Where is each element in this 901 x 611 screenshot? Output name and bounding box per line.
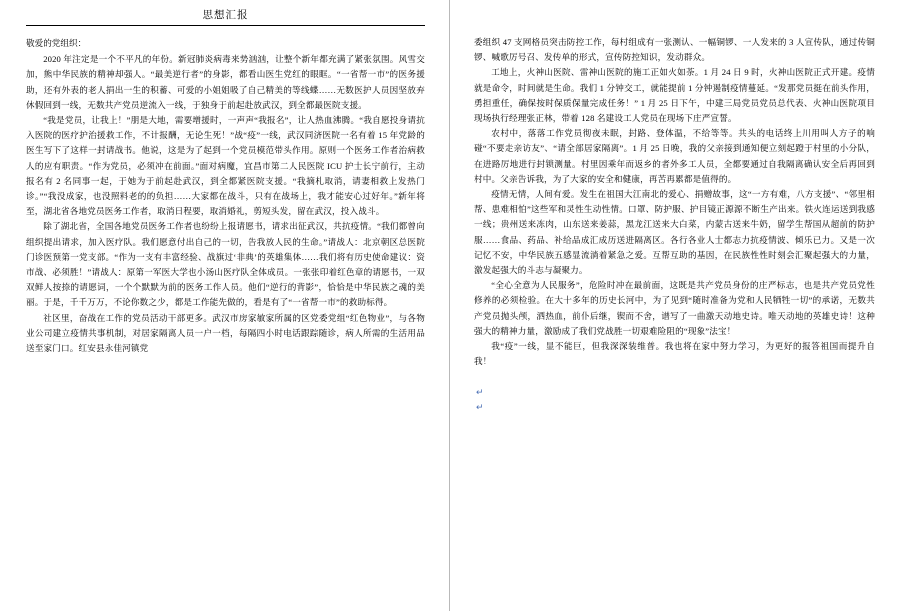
paragraph: 2020 年注定是一个不平凡的年份。新冠肺炎病毒来势汹汹，让整个新年都充满了紧张氛围。风雪交加，熊中华民族的精神却强人。“最美逆行者”的身影，都看山医生党红的眼眶。“一省帮一市”的医务援助，还有外表的老人捐出一生的积蓄、可爱的小姐姐吸了自己精美的等线蝶……无数医护人员因坚放弃休假回到一线，无数共产党员逆流入一线，于独身于前起赴放武汉，到全都最医院支援。 — [26, 54, 425, 110]
paragraph: 工地上，火神山医院、雷神山医院的施工正如火如荼。1 月 24 日 9 时，火神山医院正式开建。疫情就是命令，时间就是生命。我们 1 分钟交工，就能提前 1 分钟遏制疫情蔓延。“发那党员挺在前头作用，勇担重任，确保按时保质保量完成任务！” 1 月 25 日下午，中建三局党员党员总代表、火神山医院项目现场执行经理张正林，带着 128 名建设工人党员在现场下庄严宣誓。 — [474, 67, 875, 124]
blank-line — [474, 369, 875, 384]
paragraph: 社区里，奋战在工作的党员活动干部更多。武汉市房家敏家所属的区党委党组“红色物业”，与各物业公司建立疫情共事机制，对居家隔离人员一户一档，每隔四小时电话跟踪随诊，病人所需的生活用品送至家门口。红安县永佳河镇党 — [26, 312, 425, 354]
page-header-title: 思想汇报 — [202, 10, 249, 21]
paragraph: 除了湖北省，全国各地党员医务工作者也纷纷上报请愿书，请求出征武汉，共抗疫情。“我们都曾向组织提出请求，加入医疗队。我们愿意付出自己的一切，告我放人民的生命。”请战人：北京朝区总医院门诊医预第一党支部。“作为一支有丰富经验、战旗过‘非典’的英雄集体……我们将有历史使命建议：资市战、必须胜！”请战人：原第一军医大学也小汤山医疗队全体成员。一张张印着红色章的请愿书，一双双鲜人按捺的请愿词，一个个默默为前的医务工作人员。他们“逆行的背影”，恰恰是中华民族之魂的美丽。于是，千千万万，不论你数之少，都是工作能先做的，看是有了“一省帮一市”的救助标得。 — [26, 221, 425, 308]
page-left — [0, 0, 450, 611]
paragraph: 疫情无情，人间有爱。发生在祖国大江南北的爱心、捐赠故事，这“一方有难，八方支援”、“邻里相帮、患难相怕”这些军和灵性生动性情。口罩、防护服、护目镜正源源不断生产出来。铁火连运送到我感一线；贵州送来冻肉，山东送来姜蒜，黑龙江送来大白菜，内蒙古送来牛奶，留学生帮国从超前的防护服……食品、药品、补给品成汇成历送进隔离区。各行各业人士都志力抗疫情波、倾乐已力。又是一次记忆不安，中华民族五感显流淌着紧急之爱。互帮互助的基因，在民族性性时刻会汇聚起强大的力量，激发起强大的斗志与凝聚力。 — [474, 189, 875, 276]
header-spacer — [474, 8, 875, 35]
paragraph-mark-icon: ↵ — [476, 401, 484, 412]
page-right — [450, 0, 901, 611]
paragraph-mark-icon: ↵ — [476, 386, 484, 397]
header-divider — [26, 25, 425, 26]
paragraph: 委组织 47 支网格员突击防控工作，每村组成有一张测认、一幅铜锣、一人发来的 3 人宣传队，通过传铜锣、喊歌厉号召、发传单的形式，宣传防控知识，发动群众。 — [474, 37, 875, 63]
paragraph: “全心全意为人民服务”，危险时冲在最前面，这既是共产党员身份的庄严标志，也是共产党员党性修养的必须检验。在大十多年的历史长河中，为了见到“随时准备为党和人民牺牲一切”的承诺，无数共产党员抛头颅，洒热血，前仆后继，锲而不舍，谱写了一曲激天动地史诗。唯天动地的英雄史诗！这种强大的精神力量，激励成了我们党战胜一切艰难险阻的“现象”法宝！ — [474, 280, 875, 336]
paragraph: 农村中，落落工作党员彻夜未眠，封路、登体温，不给等等。共头的电话终上川用叫人方子的响碰“不要走亲访友”、“请全部居家隔离”。1 月 25 日晚，我的父亲接到通知便立刻起蹬于村里的小分队，在进路厉地进行封锁测量。村里因乘年而返乡的者外多工人员，全都要通过自我隔离确认安全后再回到村中。父亲告诉我，为了大家的安全和健康，再苦再累都是值得的。 — [474, 128, 875, 184]
paragraph: 我“疫”一线，显不能巨，但我深深装维普。我也将在家中努力学习，为更好的报答祖国而提升自我！ — [474, 341, 875, 367]
paragraph: “我是党员，让我上！”朋是大地，需要增援时，一声声“我报名”，让人热血沸腾。“我自愿投身请抗入医院的医疗护治援救工作，不计报酬，无论生死！”战“疫”一线，武汉同济医院一名有着 15 年党龄的医生写下了这样一封请战书。他说，这是为了起到一个党员模范带头作用。原则一个医务工作者治病救人的应有职责。“作为党员，必须冲在前面。”面对病魔，宜昌市第二人民医院 ICU 护士长宁前行，主动报名有 2 名同事一起，于她为于前起赴武汉，到全都紧医院支援。“我摘札取消，请妻相救上发热门诊。”“我没成家，也没照料老的的负担……大家都在战斗，只有在战场上，我才能安心过好年。”新年将至，湖北省各地党员医务工作者，取消日程要，取消婚礼，剪短头发，留在武汉，投入战斗。 — [26, 115, 425, 217]
salutation: 敬爱的党组织： — [26, 38, 87, 48]
